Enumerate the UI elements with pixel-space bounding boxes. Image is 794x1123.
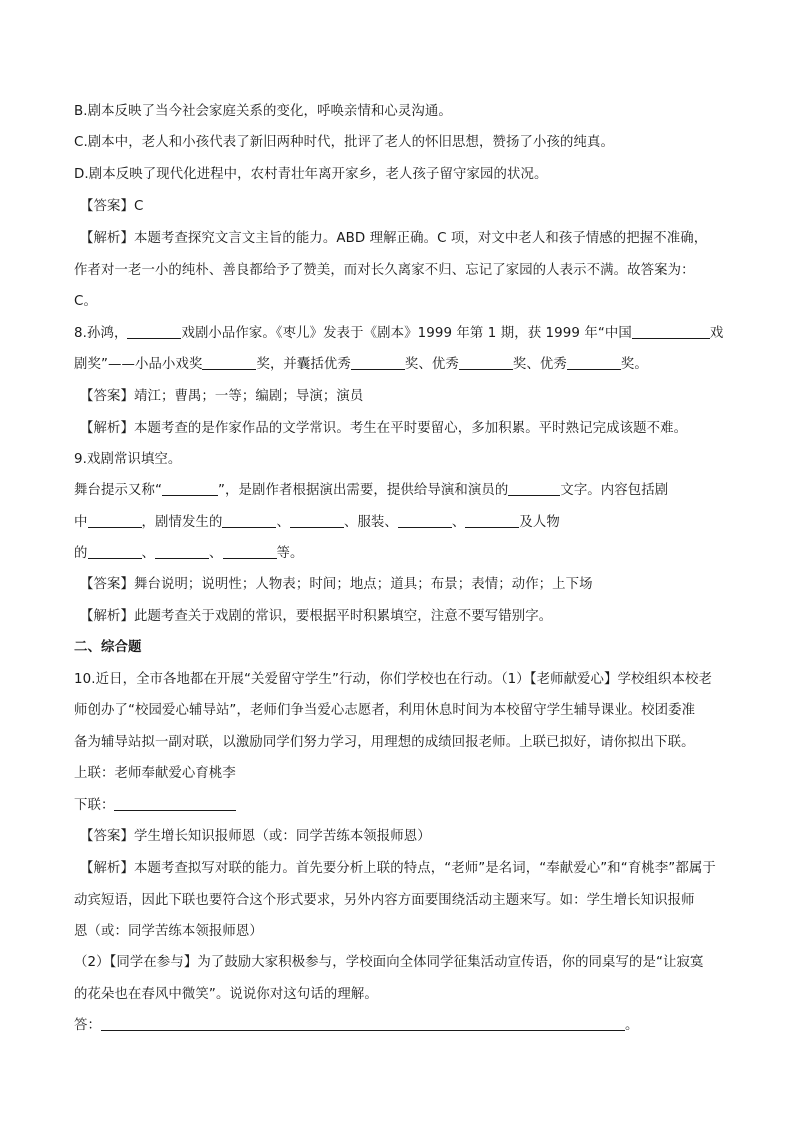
- analysis-text: 本题考查的是作家作品的文学常识。考生在平时要留心，多加积累。平时熟记完成该题不难。: [133, 421, 688, 436]
- q9-text: 文字。内容包括剧: [560, 483, 669, 498]
- blank-line: [290, 513, 344, 528]
- blank-line: [88, 544, 142, 559]
- q9-text: 、: [141, 546, 155, 561]
- answer-label: 【答案】: [80, 577, 134, 592]
- blank-line: [465, 513, 519, 528]
- q8-text: 奖、优秀: [404, 357, 459, 372]
- q8-text: 奖，并囊括优秀: [256, 357, 351, 372]
- analysis-text: 本题考查探究文言文主旨的能力。ABD 理解正确。C 项，对文中老人和孩子情感的把握不准确，: [133, 231, 708, 246]
- q7-analysis-line-2: 作者对一老一小的纯朴、善良都给予了赞美，而对长久离家不归、忘记了家园的人表示不满。故答案为：: [74, 263, 695, 278]
- answer-text: 靖江；曹禺；一等；编剧；导演；演员: [133, 389, 364, 404]
- q9-text: 、服装、: [343, 515, 398, 530]
- q9-text: 等。: [276, 546, 304, 561]
- blank-line: [351, 355, 405, 370]
- answer-label: 【答案】: [80, 199, 134, 214]
- q10-answer: [80, 827, 431, 847]
- q9-text: 中: [74, 515, 88, 530]
- blank-line: [459, 355, 513, 370]
- blank-line: [223, 544, 277, 559]
- couplet-upper: 上联：老师奉献爱心育桃李: [74, 766, 236, 781]
- blank-line: [222, 513, 276, 528]
- q9-text: ”，是剧作者根据演出需要，提供给导演和演员的: [217, 483, 509, 498]
- q9-text: 、: [209, 546, 223, 561]
- answer-blank-line: [101, 1016, 625, 1031]
- reply-end: 。: [624, 1018, 639, 1033]
- q8-text: 剧奖”——小品小戏奖: [74, 357, 203, 372]
- q9-text: 舞台提示又称“: [74, 483, 162, 498]
- q10-analysis-line-2: 动宾短语，因此下联也要符合这个形式要求，另外内容方面要围绕活动主题来写。如：学生增长知识报师: [74, 893, 695, 908]
- q9-analysis: [80, 607, 552, 627]
- q7-analysis-line-3: C。: [74, 294, 97, 309]
- analysis-label: 【解析】: [80, 421, 134, 436]
- q9-text: 、: [451, 515, 466, 530]
- reply-label: 答：: [74, 1018, 101, 1033]
- answer-text: 学生增长知识报师恩（或：同学苦练本领报师恩）: [133, 829, 431, 844]
- q10-intro-line-3: 备为辅导站拟一副对联，以激励同学们努力学习，用理想的成绩回报老师。上联已拟好，请你拟出下联。: [74, 735, 695, 750]
- analysis-label: 【解析】: [80, 231, 134, 246]
- q8-line-1: [74, 324, 723, 344]
- q10-reply: [74, 1016, 638, 1036]
- q10-intro-line-1: 10.近日，全市各地都在开展“关爱留守学生”行动，你们学校也在行动。（1）【老师献爱心】学校组织本校老: [74, 672, 712, 687]
- q8-text: 奖、优秀: [512, 357, 567, 372]
- lower-label: 下联：: [74, 798, 115, 813]
- blank-line: [632, 324, 710, 339]
- blank-line: [127, 324, 181, 339]
- analysis-label: 【解析】: [80, 609, 134, 624]
- answer-label: 【答案】: [80, 829, 134, 844]
- blank-line: [162, 481, 218, 496]
- q7-option-b: B.剧本反映了当今社会家庭关系的变化，呼唤亲情和心灵沟通。: [74, 104, 452, 119]
- q9-text: ，剧情发生的: [141, 515, 223, 530]
- q8-text: 戏剧小品作家。《枣儿》发表于《剧本》1999 年第 1 期，获 1999 年“中国: [181, 326, 632, 341]
- analysis-text: 此题考查关于戏剧的常识，要根据平时积累填空，注意不要写错别字。: [133, 609, 553, 624]
- blank-line: [567, 355, 621, 370]
- q9-line-1: [74, 481, 668, 501]
- blank-line: [155, 544, 209, 559]
- answer-text: C: [133, 199, 144, 214]
- q9-answer: [80, 575, 593, 595]
- answer-blank-line: [114, 796, 236, 811]
- q9-line-3: [74, 544, 303, 564]
- q7-option-d: D.剧本反映了现代化进程中，农村青壮年离开家乡，老人孩子留守家园的状况。: [74, 167, 548, 182]
- q9-text: 及人物: [519, 515, 560, 530]
- q9-text: 的: [74, 546, 88, 561]
- q7-analysis-line-1: [80, 229, 707, 249]
- q9-title: 9.戏剧常识填空。: [74, 452, 182, 467]
- blank-line: [508, 481, 560, 496]
- q7-option-c: C.剧本中，老人和小孩代表了新旧两种时代，批评了老人的怀旧思想，赞扬了小孩的纯真。: [74, 135, 614, 150]
- q10-part2-line-1: （2）【同学在参与】为了鼓励大家积极参与，学校面向全体同学征集活动宣传语，你的同桌写的是“让寂寞: [74, 955, 704, 970]
- q9-text: 、: [276, 515, 290, 530]
- couplet-lower: [74, 796, 236, 816]
- blank-line: [88, 513, 142, 528]
- answer-text: 舞台说明；说明性；人物表；时间；地点；道具；布景；表情；动作；上下场: [133, 577, 593, 592]
- q10-analysis-line-1: [80, 859, 716, 879]
- q8-text: 奖。: [620, 357, 648, 372]
- analysis-label: 【解析】: [80, 861, 134, 876]
- q10-analysis-line-3: 恩（或：同学苦练本领报师恩）: [74, 924, 263, 939]
- q8-text: 8.孙鸿，: [74, 326, 128, 341]
- q10-intro-line-2: 师创办了“校园爱心辅导站”，老师们争当爱心志愿者，利用休息时间为本校留守学生辅导课业。校团委准: [74, 703, 696, 718]
- q8-text: 戏: [709, 326, 724, 341]
- q7-answer: [80, 197, 143, 217]
- answer-label: 【答案】: [80, 389, 134, 404]
- q10-part2-line-2: 的花朵也在春风中微笑”。说说你对这句话的理解。: [74, 987, 378, 1002]
- q8-answer: [80, 387, 363, 407]
- analysis-text: 本题考查拟写对联的能力。首先要分析上联的特点，“老师”是名词，“奉献爱心”和“育桃李”都属于: [133, 861, 716, 876]
- blank-line: [398, 513, 452, 528]
- q8-line-2: [74, 355, 648, 375]
- q8-analysis: [80, 419, 687, 439]
- blank-line: [202, 355, 256, 370]
- section-heading: 二、综合题: [74, 640, 142, 655]
- q9-line-2: [74, 513, 560, 533]
